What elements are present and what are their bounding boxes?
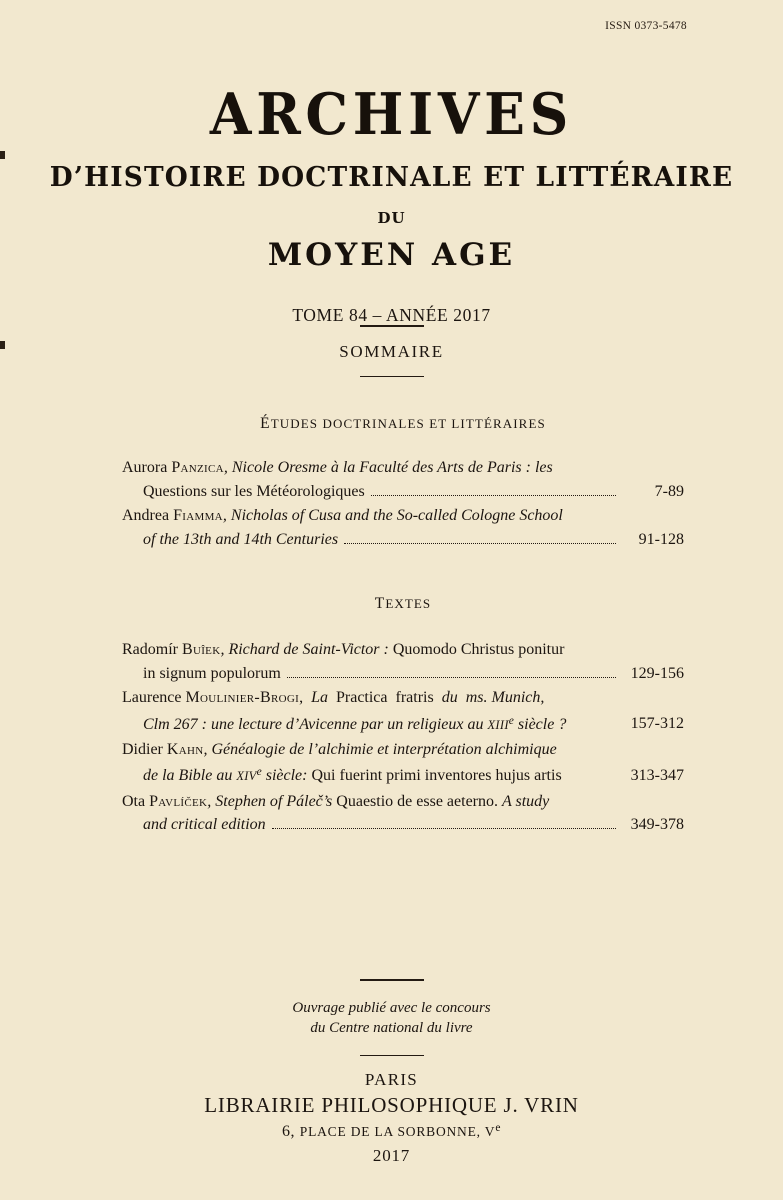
dot-leader [272,828,616,829]
author-surname: Kahn [166,740,204,758]
entry-title-part: , Généalogie de l’alchimie et interprétation alchimique [203,740,557,758]
entry-line-2: of the 13th and 14th Centuries [143,530,339,548]
tome-year-line: TOME 84 – ANNÉE 2017 [292,304,491,325]
rule-above-sponsor [360,979,424,981]
entry-line-1 [122,686,544,710]
journal-title-part2: MOYEN AGE [267,236,516,273]
rule-below-sommaire [360,376,424,378]
section-heading-textes [122,595,684,613]
sponsor-line-1: Ouvrage publié avec le concours [292,999,491,1016]
author-firstname: Radomír [122,641,182,658]
publisher-city: PARIS [364,1070,419,1090]
page-range: 129-156 [630,664,684,682]
publisher-address [0,1122,783,1141]
issn-text: ISSN 0373-5478 [605,20,687,32]
author-firstname: Laurence [122,689,186,706]
rule-above-sommaire [360,325,424,327]
toc-entry[interactable] [122,738,684,789]
dot-leader [287,677,616,678]
toc-entry[interactable] [122,790,684,837]
page-range: 349-378 [630,816,684,834]
journal-title-connector: DU [377,208,406,227]
author-surname: Moulinier-Brogi [185,689,300,706]
toc-entry[interactable] [122,456,684,503]
entry-line-1 [122,504,563,528]
entry-list-textes [122,638,684,837]
sommaire-block [0,325,783,377]
address-arrondissement-sup: e [495,1122,502,1135]
section-heading-initial: T [374,595,386,612]
author-surname: Pavlíček [149,792,208,810]
masthead [0,81,783,326]
publication-year: 2017 [372,1146,411,1165]
author-surname: Panzica [171,459,224,476]
dot-leader [371,495,616,496]
sponsor-note [0,998,783,1038]
entry-title-part: , Nicole Oresme à la Faculté des Arts de Paris : les [223,459,553,476]
address-street: PLACE DE LA SORBONNE, V [299,1124,496,1139]
contents-section-textes [122,595,684,837]
section-heading-rest: EXTES [385,596,432,611]
entry-title-part: , Richard de Saint-Victor : Quomodo Christus ponitur [220,641,565,658]
entry-line-1 [122,638,564,662]
toc-entry[interactable] [122,504,684,551]
entry-line-2: in signum populorum [143,664,281,682]
sommaire-label: SOMMAIRE [339,341,444,361]
toc-entry[interactable] [122,686,684,737]
section-heading-initial: É [260,415,271,432]
author-firstname: Didier [122,740,167,758]
author-firstname: Ota [122,792,150,810]
publisher-name: LIBRAIRIE PHILOSOPHIQUE J. VRIN [204,1093,579,1118]
entry-title-part: , Nicholas of Cusa and the So-called Cologne School [222,507,563,524]
entry-list-etudes [122,456,684,551]
author-surname: Fiamma [173,507,223,524]
footer-block [0,979,783,1166]
address-number: 6, [281,1123,300,1140]
page-range: 7-89 [654,482,684,500]
journal-subtitle: D’HISTOIRE DOCTRINALE ET LITTÉRAIRE [49,161,734,193]
entry-line-1 [122,790,549,814]
entry-line-1 [122,456,553,480]
entry-line-2: Questions sur les Météorologiques [143,482,365,500]
dot-leader [344,543,616,544]
sponsor-line-2: du Centre national du livre [310,1019,473,1036]
page-range: 91-128 [638,530,684,548]
page-range: 313-347 [630,767,684,785]
rule-below-sponsor [360,1055,424,1057]
entry-line-2: Clm 267 : une lecture d’Avicenne par un religieux au XIIIe siècle ? [143,714,567,733]
toc-entry[interactable] [122,638,684,685]
author-firstname: Andrea [122,507,174,524]
section-heading-rest: TUDES DOCTRINALES ET LITTÉRAIRES [270,416,546,431]
entry-line-2: de la Bible au XIVe siècle: Qui fuerint primi inventores hujus artis [143,766,562,785]
table-of-contents [122,415,684,838]
section-heading-etudes [122,415,684,433]
entry-line-2: and critical edition [143,816,266,834]
journal-title: ARCHIVES [209,81,574,148]
author-surname: Buîek [182,641,221,658]
page-range: 157-312 [630,715,684,733]
entry-title-part: , La Practica fratris du ms. Munich, [299,689,545,706]
contents-section-etudes [122,415,684,551]
entry-title-part: , Stephen of Páleč’s Quaestio de esse aeterno. A study [207,792,550,810]
entry-line-1 [122,738,557,762]
author-firstname: Aurora [122,459,172,476]
